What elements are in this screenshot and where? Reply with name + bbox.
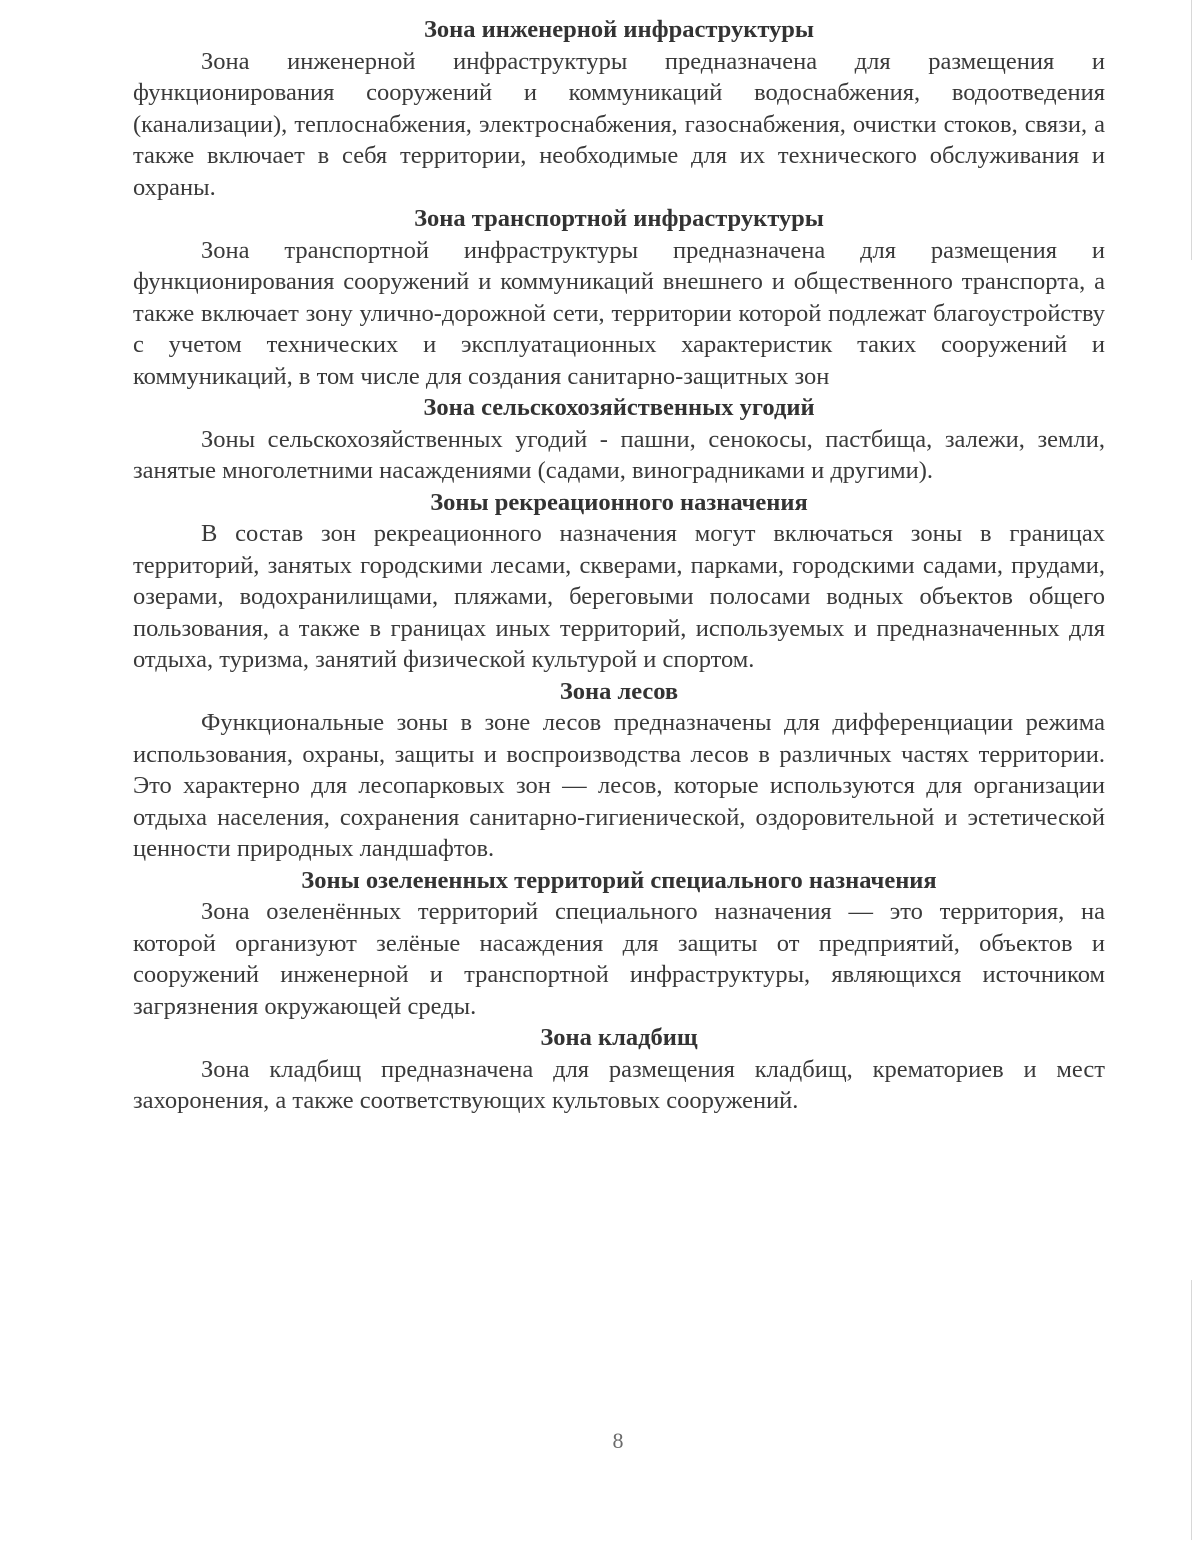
- document-body: [133, 14, 1105, 1117]
- section-heading: Зоны озелененных территорий специального назначения: [301, 866, 937, 894]
- section-heading: Зона кладбищ: [540, 1024, 698, 1051]
- section-paragraph: Функциональные зоны в зоне лесов предназначены для дифференциации режима использования, охраны, защиты и воспроизводства лесов в различных частях территории. Это характерно для лесопарковых зон — лесов, которые используются для организации отдыха населения, сохранения санитарно-гигиенической, оздоровительной и эстетической ценности природных ландшафтов.: [133, 709, 1105, 862]
- section-heading: Зоны рекреационного назначения: [430, 488, 808, 516]
- section-green-areas-special: [133, 865, 1105, 1023]
- section-forest-zone: [133, 676, 1105, 865]
- section-engineering-infrastructure: [133, 14, 1105, 203]
- section-paragraph: Зона транспортной инфраструктуры предназначена для размещения и функционирования сооружений и коммуникаций внешнего и общественного транспорта, а также включает зону улично-дорожной сети, территории которой подлежат благоустройству с учетом технических и эксплуатационных характеристик таких сооружений и коммуникаций, в том числе для создания санитарно-защитных зон: [133, 236, 1105, 390]
- section-heading: Зона сельскохозяйственных угодий: [423, 394, 815, 421]
- section-heading: Зона лесов: [559, 677, 679, 705]
- section-heading: Зона транспортной инфраструктуры: [414, 205, 824, 232]
- section-cemeteries: [133, 1022, 1105, 1117]
- section-paragraph: Зона озеленённых территорий специального назначения — это территория, на которой организуют зелёные насаждения для защиты от предприятий, объектов и сооружений инженерной и транспортной инфраструктуры, являющихся источником загрязнения окружающей среды.: [133, 898, 1105, 1020]
- section-heading: Зона инженерной инфраструктуры: [423, 16, 815, 43]
- scan-edge-line: [1191, 1280, 1192, 1540]
- section-transport-infrastructure: [133, 203, 1105, 392]
- section-paragraph: Зона кладбищ предназначена для размещения кладбищ, крематориев и мест захоронения, а также соответствующих культовых сооружений.: [133, 1055, 1105, 1114]
- page-number: 8: [612, 1428, 624, 1453]
- section-paragraph: В состав зон рекреационного назначения могут включаться зоны в границах территорий, занятых городскими лесами, скверами, парками, городскими садами, прудами, озерами, водохранилищами, пляжами, береговыми полосами водных объектов общего пользования, а также в границах иных территорий, используемых и предназначенных для отдыха, туризма, занятий физической культурой и спортом.: [133, 520, 1105, 673]
- section-paragraph: Зона инженерной инфраструктуры предназначена для размещения и функционирования сооружений и коммуникаций водоснабжения, водоотведения (канализации), теплоснабжения, электроснабжения, газоснабжения, очистки стоков, связи, а также включает в себя территории, необходимые для их технического обслуживания и охраны.: [133, 47, 1105, 201]
- scan-edge-line: [1191, 0, 1192, 260]
- section-agricultural-land: [133, 392, 1105, 487]
- section-recreational-zones: [133, 487, 1105, 676]
- section-paragraph: Зоны сельскохозяйственных угодий - пашни, сенокосы, пастбища, залежи, земли, занятые многолетними насаждениями (садами, виноградниками и другими).: [133, 425, 1105, 484]
